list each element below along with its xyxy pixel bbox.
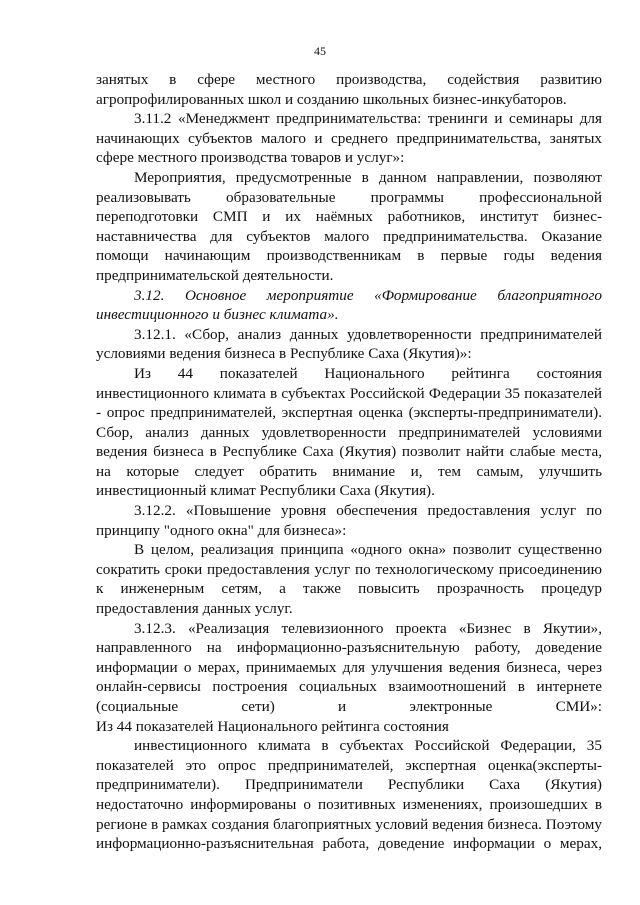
text-line: наставничества для субъектов малого предпринимательства. Оказание [96,227,602,245]
text-line: Мероприятия, предусмотренные в данном направлении, позволяют [134,168,602,186]
text-line: регионе в рамках создания благоприятных условий ведения бизнеса. Поэтому [96,815,602,833]
text-line: Из 44 показателей Национального рейтинга состояния [96,717,449,735]
section-heading: 3.11.2 «Менеджмент предпринимательства: тренинги и семинары для [134,110,602,128]
text-line: начинающих субъектов малого и среднего предпринимательства, занятых [96,129,602,147]
text-line: переподготовки СМП и их наёмных работников, институт бизнес- [96,208,602,226]
text-line: недостаточно информированы о позитивных изменениях, произошедших в [96,795,602,813]
section-heading: 3.12.3. «Реализация телевизионного проекта «Бизнес в Якутии», [134,619,602,637]
text-line: на которые следует обратить внимание и, тем самым, улучшить [96,462,602,480]
text-line: информационно-разъяснительная работа, доведение информации о мерах, [96,835,602,853]
text-line: показателей это опрос предпринимателей, экспертная оценка(эксперты- [96,756,602,774]
text-line: агропрофилированных школ и созданию школьных бизнес-инкубаторов. [96,90,567,108]
page-number: 45 [314,44,326,58]
text-line: Из 44 показателей Национального рейтинга состояния [134,364,602,382]
text-line: (социальные сети) и электронные СМИ»: [96,698,602,715]
text-line: В целом, реализация принципа «одного окна» позволит существенно [134,541,602,559]
text-line: онлайн-сервисы построения социальных взаимоотношений в интернете [96,678,602,696]
text-line [96,854,602,874]
text-line: ведения бизнеса в Республике Саха (Якутия) позволит найти слабые места, [96,443,602,461]
text-line: инвестиционного климата в субъектах Российской Федерации, 35 [134,737,602,755]
text-line: сфере местного производства товаров и услуг»: [96,149,405,167]
text-line: предоставления данных услуг. [96,600,293,618]
text-line: помощи начинающим производственникам в первые годы ведения [96,247,602,265]
section-heading: 3.12.2. «Повышение уровня обеспечения предоставления услуг по [134,502,602,520]
text-line: инвестиционного климата в субъектах Российской Федерации 35 показателей [96,384,602,402]
text-line: условиями ведения бизнеса в Республике Саха (Якутия)»: [96,345,472,363]
section-heading: 3.12.1. «Сбор, анализ данных удовлетворенности предпринимателей [134,325,602,343]
text-line: инвестиционный климат Республики Саха (Якутия). [96,482,435,500]
text-line: информации о мерах, принимаемых для улучшения ведения бизнеса, через [96,658,602,676]
text-line: предпринимательской деятельности. [96,266,334,284]
text-line: направленного на информационно-разъяснительную работу, доведение [96,639,602,657]
document-body [96,70,602,893]
text-line: принципу "одного окна" для бизнеса»: [96,521,347,539]
text-line: Сбор, анализ данных удовлетворенности предпринимателей условиями [96,423,602,441]
text-line: - опрос предпринимателей, экспертная оценка (эксперты-предприниматели). [96,404,602,422]
text-line: занятых в сфере местного производства, содействия развитию [96,71,602,88]
text-line: реализовывать образовательные программы профессиональной [96,188,602,206]
text-line: предприниматели). Предприниматели Республики Саха (Якутия) [96,776,602,794]
text-line: к инженерным сетям, а также повысить прозрачность процедур [96,580,602,598]
text-line [96,873,602,893]
text-line: сократить сроки предоставления услуг по технологическому присоединению [96,560,602,578]
section-heading-italic: инвестиционного и бизнес климата». [96,306,339,324]
section-heading-italic: 3.12. Основное мероприятие «Формирование благоприятного [134,286,602,304]
